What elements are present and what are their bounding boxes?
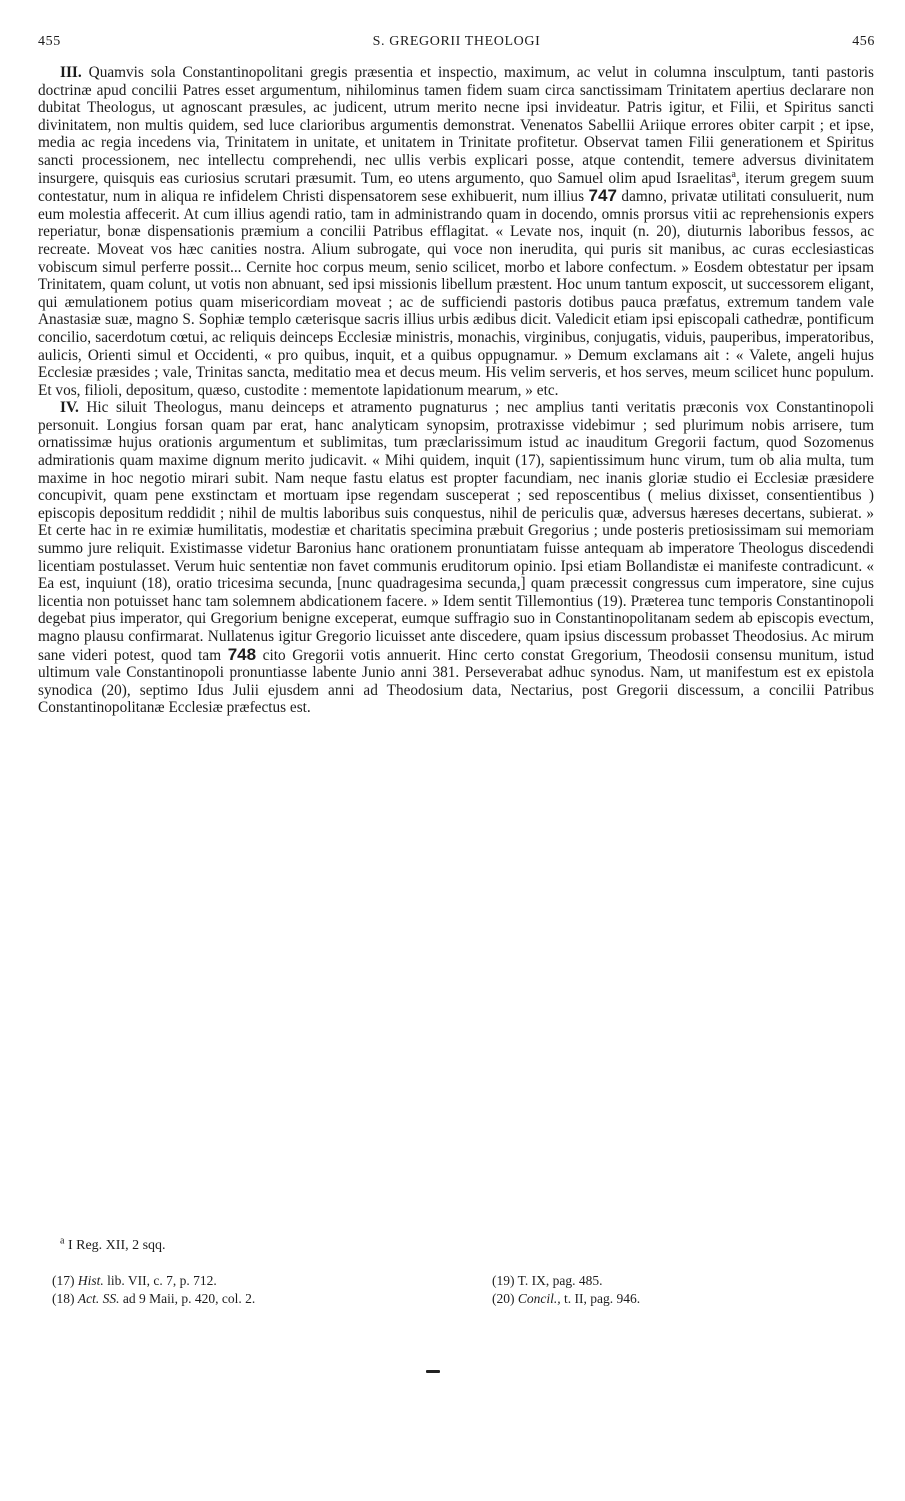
note-locator: T. IX, pag. 485. <box>517 1273 603 1288</box>
note-locator: lib. VII, c. 7, p. 712. <box>103 1273 217 1288</box>
end-dash <box>426 1370 440 1373</box>
footnote-text: I Reg. XII, 2 sqq. <box>64 1238 166 1253</box>
text-run: , iterum gregem suum contestatur, num in aliqua re infidelem Christi dispensatorem sese exhibuerit, num illius <box>38 169 874 206</box>
text-run: cito Gregorii votis annuerit. Hinc certo constat Gregorium, Theodosii consensu munitum, istud ultimum vale Constantinopoli pronuntiasse labente Junio anni 381. Perseverabat adhuc synodus. Nam, ut manifestum est ex epistola synodica (20), septimo Idus Julii ejusdem anni ad Theodosium data, Nectarius, post Gregorii discessum, a concilii Patribus Constantinopolitanæ Ecclesiæ præfectus est. <box>38 646 874 717</box>
note-source: Act. SS. <box>77 1291 120 1306</box>
note-item <box>492 1272 602 1290</box>
page-number-left: 455 <box>38 34 61 49</box>
text-run: Hic siluit Theologus, manu deinceps et atramento pugnaturus ; nec amplius tanti veritatis præconis vox Constantinopoli personuit. Longius forsan quam par erat, hanc analyticam synopsim, protraxisse videbimur ; sed plurimum nobis arrisere, tum ornatissimæ hujus orationis argumentum et sublimitas, tum præclarissimum istud ac inauditum Gregorii factum, quod Sozomenus admirationis quam maxime dignum merito judicavit. « Mihi quidem, inquit (17), sapientissimum hunc virum, tum ob alia multa, tum maxime in hoc negotio mirari subit. Nam neque fastu elatus est propter facundiam, nec inanis gloriæ studio ei Ecclesiæ præsidere concupivit, quam pene exstinctam et mortuam ipse regendam susceperat ; sed reposcentibus ( melius dixisset, consentientibus ) episcopis depositum reddidit ; nihil de multis laboribus suis conquestus, nihil de periculis quæ, adversus hæreses decertans, subierat. » Et certe hac in re eximiæ humilitatis, modestiæ et charitatis specimina præbuit Gregorius ; unde posteris pretiosissimam sui memoriam summo jure reliquit. Existimasse videtur Baronius hanc orationem pronuntiatam fuisse antequam ab imperatore Theologus discedendi licentiam postulasset. Verum huic sententiæ non favet communis eruditorum opinio. Ipsi etiam Bollandistæ ei manifeste contradicunt. « Ea est, inquiunt (18), oratio tricesima secunda, [nunc quadragesima secunda,] quam præcessit congressus cum imperatore, sine cujus licentia non potuisset hanc tam solemnem abdicationem facere. » Idem sentit Tillemontius (19). Præterea tunc temporis Constantinopoli degebat pius imperator, qui Gregorium benigne exceperat, eumque suffragio suo in Constantinopolitanam sedem ab episcopis evectum, magno plausu confirmarat. Nullatenus igitur Gregorio licuisset ante discedere, quam ipsius discessum probasset Theodosius. Ac mirum sane videri potest, quod tam <box>38 399 874 664</box>
running-header <box>38 34 875 56</box>
note-number: (17) <box>52 1273 78 1288</box>
text-run: Quamvis sola Constantinopolitani gregis præsentia et inspectio, maximum, ac velut in columna insculptum, tanti pastoris doctrinæ apud concilii Patres esset argumentum, nihilominus tamen fidem suam circa sanctissimam Trinitatem apertius declarare non dubitat Theologus, ut agnoscant præsules, ac judicent, utrum merito necne ipsi invideatur. Patris igitur, et Filii, et Spiritus sancti divinitatem, non multis quidem, sed luce clarioribus argumentis demonstrat. Venenatos Sabellii Ariique errores obiter carpit ; et ipse, media ac regia incedens via, Trinitatem in unitate, et unitatem in Trinitate profitetur. Observat tamen Filii generationem et Spiritus sancti processionem, nec intellectu comprehendi, nec ullis verbis explicari posse, atque contendit, temere adversus divinitatem insurgere, quisquis eas curiosius scrutari præsumit. Tum, eo utens argumento, quo Samuel olim apud Israelitas <box>38 64 874 187</box>
section-label: III. <box>60 64 82 81</box>
note-item <box>52 1272 217 1290</box>
body-text <box>38 64 874 717</box>
page-number-right: 456 <box>852 34 875 49</box>
section-label: IV. <box>60 399 79 417</box>
section-paragraph <box>38 399 874 717</box>
note-item <box>52 1290 255 1308</box>
section-paragraph <box>38 64 874 399</box>
note-number: (18) <box>52 1291 78 1306</box>
note-number: (19) <box>492 1273 518 1288</box>
note-locator: ad 9 Maii, p. 420, col. 2. <box>119 1291 256 1306</box>
note-source: Hist. <box>77 1273 104 1288</box>
note-source: Concil., <box>517 1291 561 1306</box>
scripture-footnote <box>60 1235 166 1254</box>
running-title: S. GREGORII THEOLOGI <box>372 34 541 49</box>
margin-column-number: 747 <box>588 186 617 206</box>
note-item <box>492 1290 640 1308</box>
margin-column-number: 748 <box>227 644 257 664</box>
note-number: (20) <box>492 1291 518 1306</box>
text-run: damno, privatæ utilitati consuluerit, num eum molestia affecerit. At cum illius agendi ratio, tam in administrando quam in docendo, omnis prorsus vitii ac reprehensionis expers reperiatur, bonæ dispensationis præmium a concilii Patribus efflagitat. « Levate nos, inquit (n. 20), diuturnis laboribus fessos, ac recreate. Moveat vos hæc canities nostra. Alium subrogate, qui voce non inerudita, qui puris sit manibus, ac curas ecclesiasticas vobiscum simul perferre possit... Cernite hoc corpus meum, senio scilicet, morbo et labore confectum. » Eosdem obtestatur per ipsam Trinitatem, quam colunt, ut votis non abnuant, sed ipsi missionis libellum præstent. Hoc unum tantum exposcit, ut successorem eligant, qui æmulationem potius quam misericordiam moveat ; ac de sufficiendi pastoris dotibus pauca præfatus, extremum tandem vale Anastasiæ suæ, magno S. Sophiæ templo cæterisque sacris illius urbis ædibus dicit. Valedicit etiam ipsi episcopali cathedræ, pontificum concilio, sacerdotum cœtui, ac reliquis deinceps Ecclesiæ ministris, monachis, virginibus, conjugatis, viduis, pauperibus, imperatoribus, aulicis, Orienti simul et Occidenti, « pro quibus, inquit, et a quibus oppugnamur. » Demum exclamans ait : « Valete, angeli hujus Ecclesiæ præsides ; vale, Trinitas sancta, meditatio mea et decus meum. His velim serveris, et hos serves, meum scilicet hunc populum. Et vos, filioli, depositum, quæso, custodite : mementote lapidationum mearum, » etc. <box>38 188 874 399</box>
footnote-reference: a <box>731 168 736 180</box>
footnote-mark: a <box>60 1235 65 1247</box>
note-locator: t. II, pag. 946. <box>560 1291 641 1306</box>
